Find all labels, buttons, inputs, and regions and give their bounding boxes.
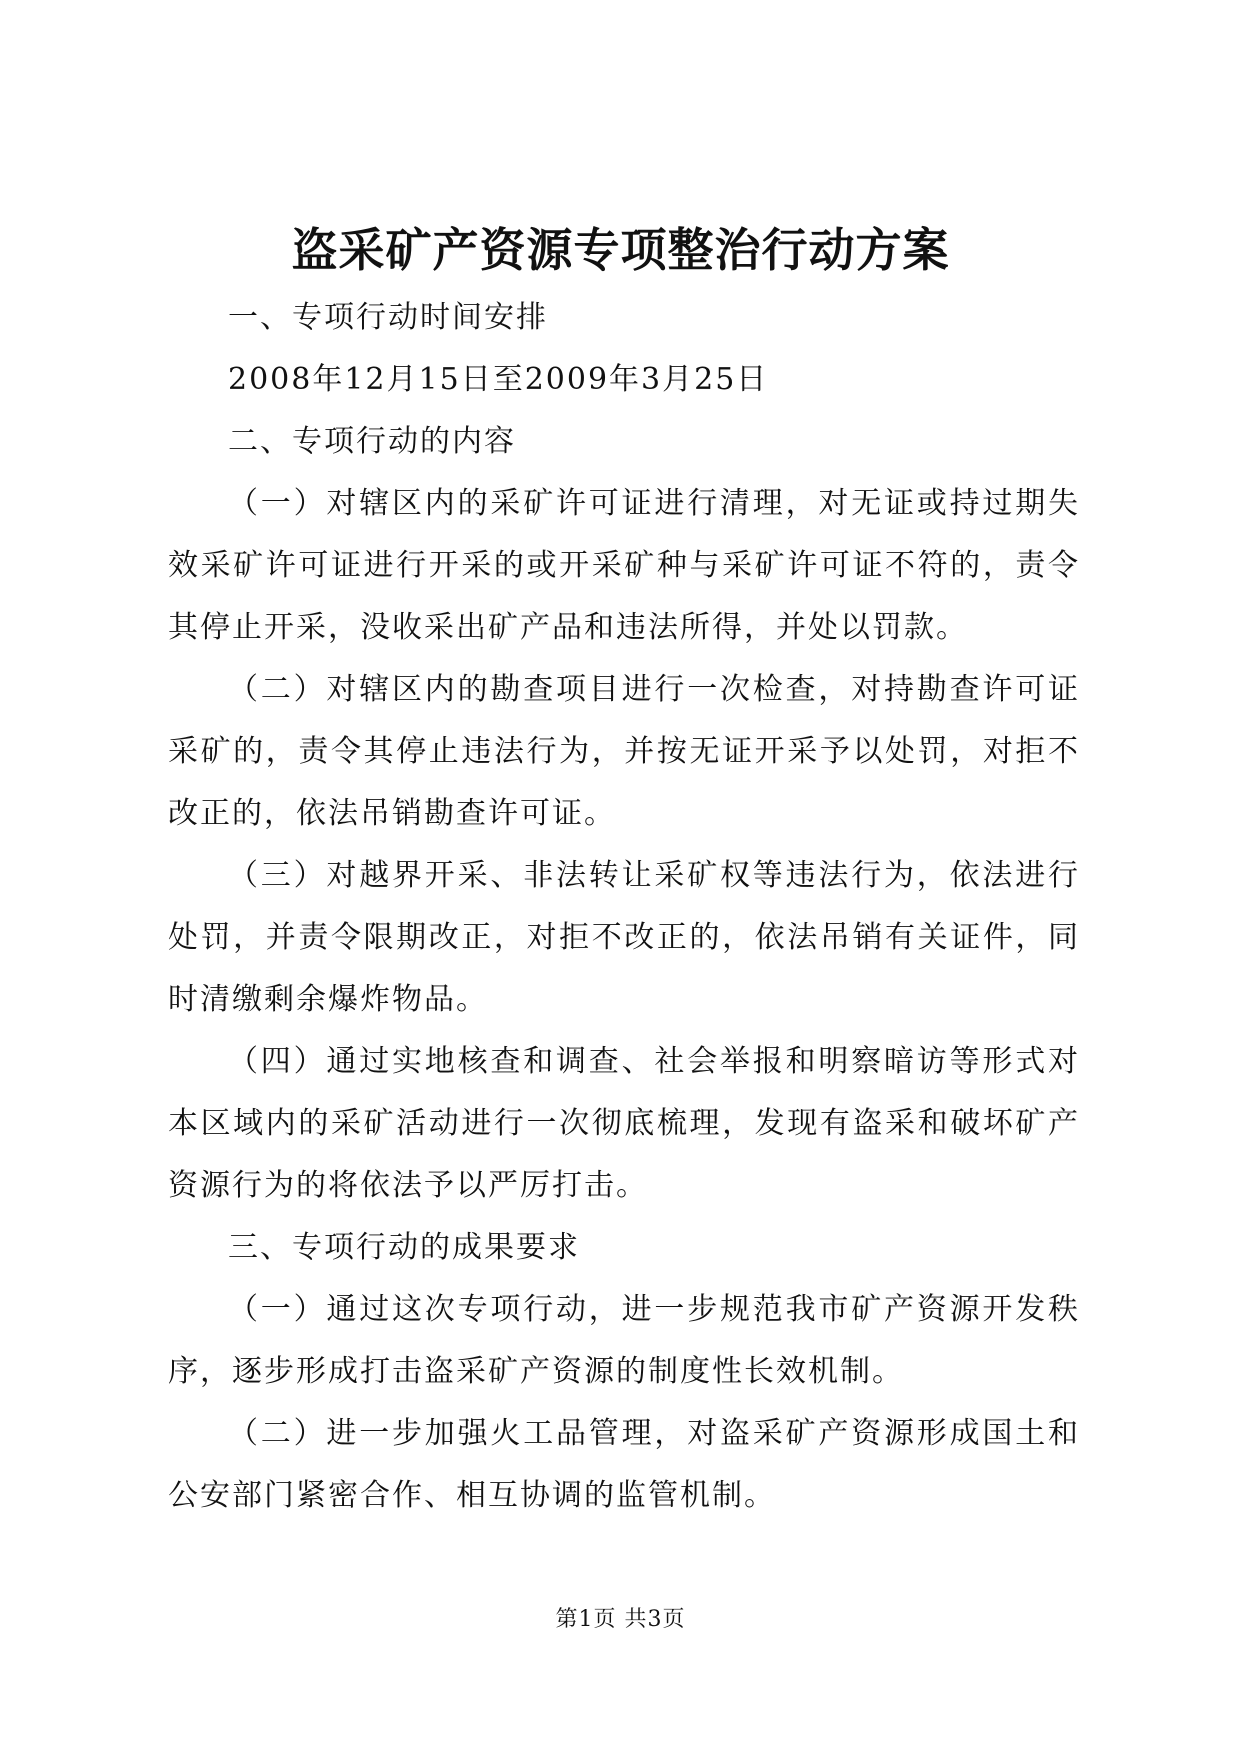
content-item-1: （一）对辖区内的采矿许可证进行清理，对无证或持过期失效采矿许可证进行开采的或开采矿种与采矿许可证不符的，责令其停止开采，没收采出矿产品和违法所得，并处以罚款。 (168, 486, 1080, 645)
section-heading-content: 二、专项行动的内容 (228, 424, 516, 459)
document-title: 盗采矿产资源专项整治行动方案 (291, 223, 950, 277)
results-item-2: （二）进一步加强火工品管理，对盗采矿产资源形成国土和公安部门紧密合作、相互协调的监管机制。 (168, 1416, 1080, 1513)
page-number-footer: 第1页 共3页 (555, 1607, 686, 1632)
content-item-4: （四）通过实地核查和调查、社会举报和明察暗访等形式对本区域内的采矿活动进行一次彻底梳理，发现有盗采和破坏矿产资源行为的将依法予以严厉打击。 (168, 1044, 1080, 1203)
content-item-3: （三）对越界开采、非法转让采矿权等违法行为，依法进行处罚，并责令限期改正，对拒不改正的，依法吊销有关证件，同时清缴剩余爆炸物品。 (168, 858, 1080, 1017)
section-heading-results: 三、专项行动的成果要求 (228, 1230, 580, 1265)
schedule-dates: 2008年12月15日至2009年3月25日 (228, 362, 769, 397)
results-item-1: （一）通过这次专项行动，进一步规范我市矿产资源开发秩序，逐步形成打击盗采矿产资源的制度性长效机制。 (168, 1292, 1080, 1389)
section-heading-schedule: 一、专项行动时间安排 (228, 300, 548, 335)
content-item-2: （二）对辖区内的勘查项目进行一次检查，对持勘查许可证采矿的，责令其停止违法行为，并按无证开采予以处罚，对拒不改正的，依法吊销勘查许可证。 (168, 672, 1080, 831)
document-body (168, 287, 1080, 1527)
